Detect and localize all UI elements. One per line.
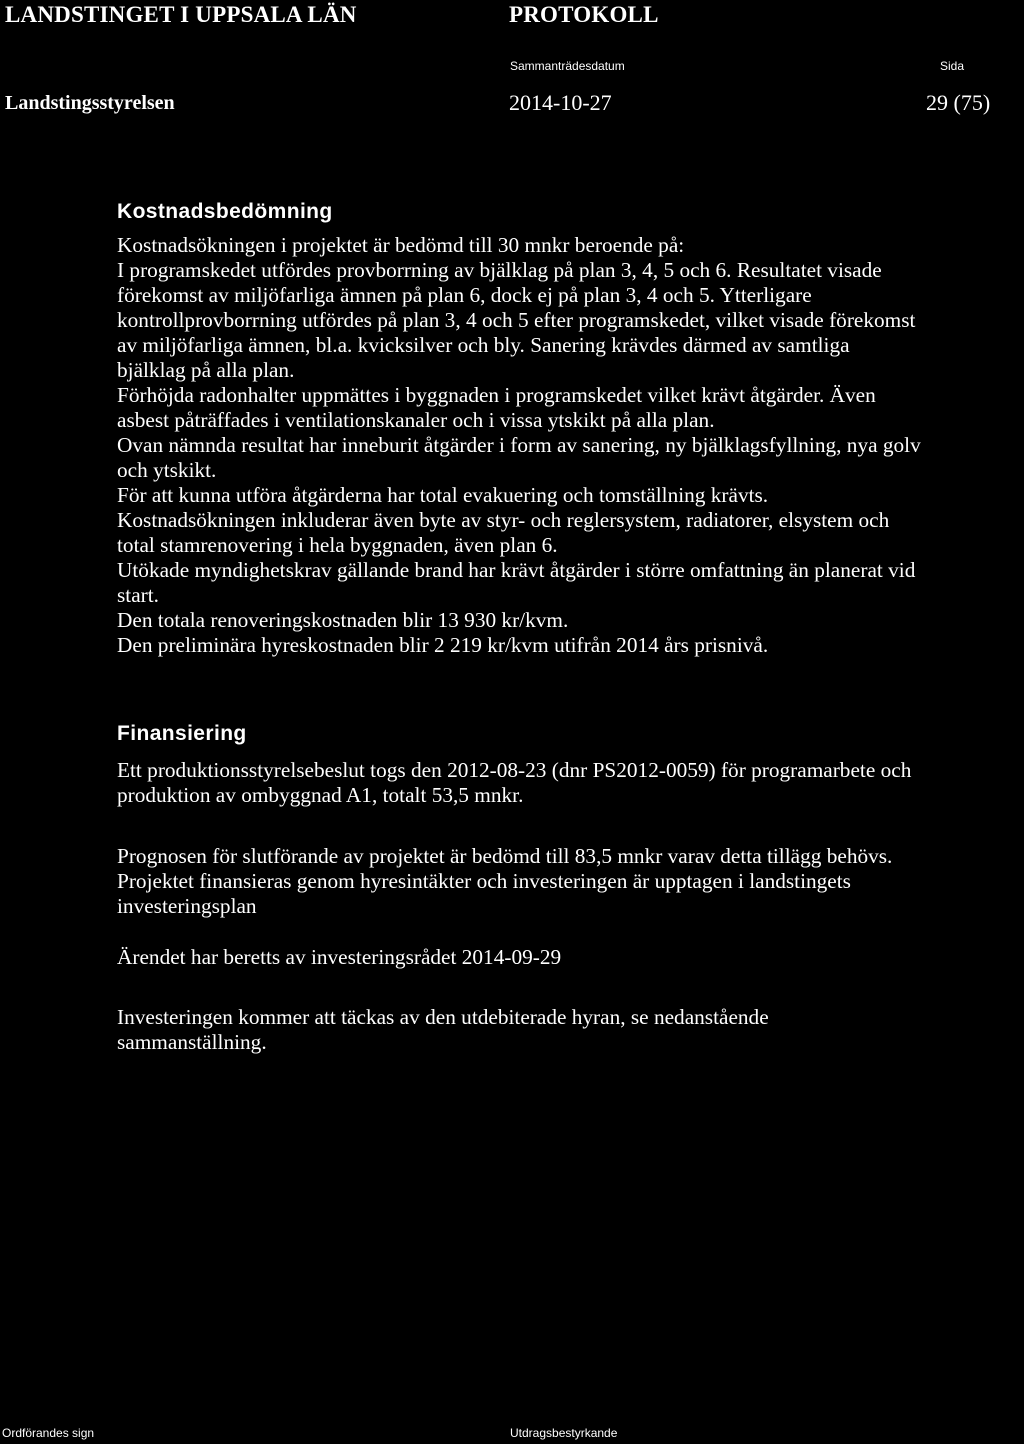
- text-line: Den preliminära hyreskostnaden blir 2 219 kr/kvm utifrån 2014 års prisnivå.: [117, 633, 769, 657]
- text-line: För att kunna utföra åtgärderna har total evakuering och tomställning krävts.: [117, 483, 769, 507]
- text-line: Kostnadsökningen inkluderar även byte av styr- och reglersystem, radiatorer, elsystem och: [117, 508, 890, 532]
- text-line: start.: [117, 583, 159, 607]
- text-line: Ärendet har beretts av investeringsrådet 2014-09-29: [117, 945, 562, 969]
- page-label: Sida: [940, 59, 965, 73]
- text-line: Förhöjda radonhalter uppmättes i byggnaden i programskedet vilket krävt åtgärder. Även: [117, 383, 876, 407]
- section-heading-cost-assessment: Kostnadsbedömning: [117, 200, 333, 223]
- document-type: PROTOKOLL: [509, 2, 659, 27]
- text-line: asbest påträffades i ventilationskanaler och i vissa ytskikt på alla plan.: [117, 408, 715, 432]
- text-line: Ett produktionsstyrelsebeslut togs den 2012-08-23 (dnr PS2012-0059) för programarbete och: [117, 758, 912, 782]
- text-line: investeringsplan: [117, 894, 257, 918]
- text-line: Kostnadsökningen i projektet är bedömd till 30 mnkr beroende på:: [117, 233, 685, 257]
- text-line: produktion av ombyggnad A1, totalt 53,5 mnkr.: [117, 783, 524, 807]
- certification-label: Utdragsbestyrkande: [510, 1426, 618, 1440]
- text-line: kontrollprovborrning utfördes på plan 3, 4 och 5 efter programskedet, vilket visade förekomst: [117, 308, 916, 332]
- organization-name: LANDSTINGET I UPPSALA LÄN: [5, 2, 357, 27]
- text-line: Investeringen kommer att täckas av den utdebiterade hyran, se nedanstående: [117, 1005, 769, 1029]
- text-line: förekomst av miljöfarliga ämnen på plan 6, dock ej på plan 3, 4 och 5. Ytterligare: [117, 283, 812, 307]
- section-heading-financing: Finansiering: [117, 722, 247, 745]
- page-number: 29 (75): [926, 90, 991, 115]
- text-line: Den totala renoveringskostnaden blir 13 930 kr/kvm.: [117, 608, 569, 632]
- meeting-date: 2014-10-27: [509, 90, 612, 115]
- text-line: och ytskikt.: [117, 458, 217, 482]
- text-line: total stamrenovering i hela byggnaden, även plan 6.: [117, 533, 558, 557]
- cost-assessment-body: [117, 233, 921, 658]
- text-line: Prognosen för slutförande av projektet är bedömd till 83,5 mnkr varav detta tillägg behövs.: [117, 844, 893, 868]
- financing-paragraph-2: [117, 844, 892, 919]
- text-line: Ovan nämnda resultat har inneburit åtgärder i form av sanering, ny bjälklagsfyllning, nya golv: [117, 433, 921, 457]
- chair-signature-label: Ordförandes sign: [2, 1426, 95, 1440]
- text-line: Utökade myndighetskrav gällande brand har krävt åtgärder i större omfattning än planerat vid: [117, 558, 916, 582]
- text-line: sammanställning.: [117, 1030, 267, 1054]
- meeting-date-label: Sammanträdesdatum: [510, 59, 625, 73]
- financing-paragraph-3: [117, 945, 561, 970]
- text-line: I programskedet utfördes provborrning av bjälklag på plan 3, 4, 5 och 6. Resultatet visade: [117, 258, 882, 282]
- text-line: av miljöfarliga ämnen, bl.a. kvicksilver och bly. Sanering krävdes därmed av samtliga: [117, 333, 850, 357]
- text-line: Projektet finansieras genom hyresintäkter och investeringen är upptagen i landstingets: [117, 869, 851, 893]
- financing-paragraph-1: [117, 758, 911, 808]
- committee-name: Landstingsstyrelsen: [5, 92, 175, 114]
- text-line: bjälklag på alla plan.: [117, 358, 295, 382]
- financing-paragraph-4: [117, 1005, 769, 1055]
